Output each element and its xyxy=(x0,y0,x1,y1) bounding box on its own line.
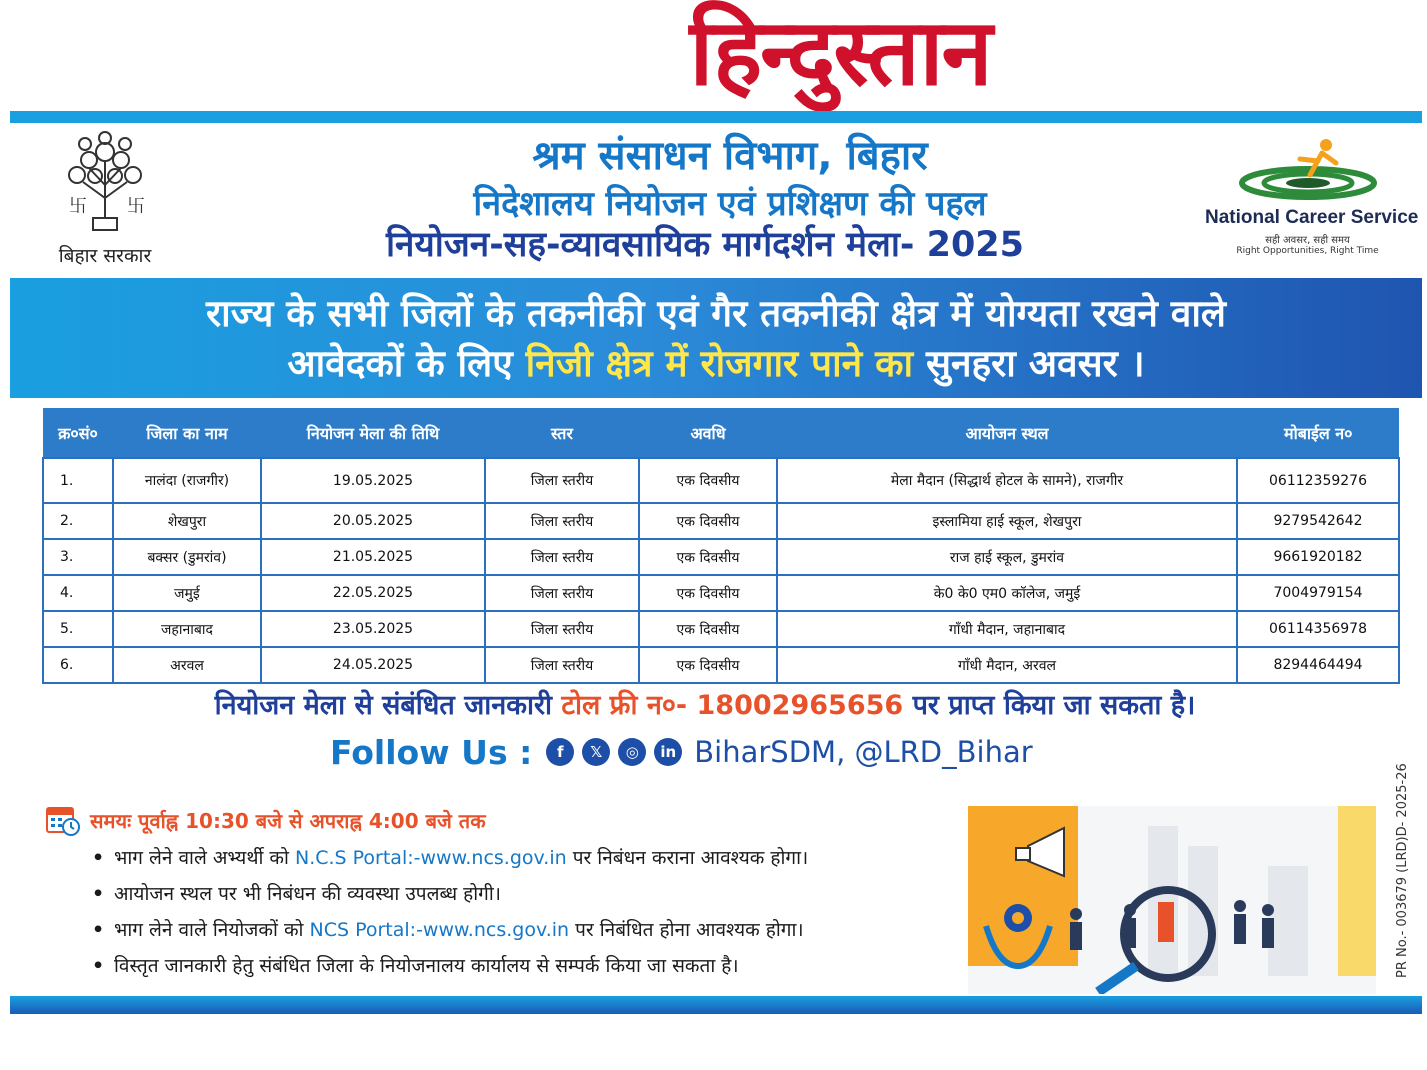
table-row xyxy=(43,458,1399,503)
banner-line-1: राज्य के सभी जिलों के तकनीकी एवं गैर तकनीकी क्षेत्र में योग्यता रखने वाले xyxy=(205,292,1226,335)
header-serial: क्र०सं० xyxy=(43,408,113,458)
cell-venue: गाँधी मैदान, अरवल xyxy=(777,647,1237,683)
fair-title: नियोजन-सह-व्यावसायिक मार्गदर्शन मेला- 2025 xyxy=(385,225,1025,265)
bihar-bodhi-tree-emblem-icon xyxy=(55,130,155,238)
cell-mobile: 06112359276 xyxy=(1237,458,1399,503)
cell-date: 21.05.2025 xyxy=(261,539,485,575)
table-row xyxy=(43,539,1399,575)
table-header-row xyxy=(43,408,1399,458)
bihar-emblem xyxy=(40,130,170,270)
top-accent-bar xyxy=(10,111,1422,123)
newspaper-masthead: हिन्दुस्तान xyxy=(689,0,991,106)
cell-level: जिला स्तरीय xyxy=(485,539,639,575)
timing-text: समयः पूर्वाह्न 10:30 बजे से अपराह्न 4:00 बजे तक xyxy=(90,808,486,833)
follow-label: Follow Us : xyxy=(330,732,533,772)
ncs-tagline-english: Right Opportunities, Right Time xyxy=(1236,246,1379,256)
cell-date: 20.05.2025 xyxy=(261,503,485,539)
list-item: • भाग लेने वाले अभ्यर्थी को N.C.S Portal:-www.ncs.gov.in पर निबंधन कराना आवश्यक होगा। xyxy=(92,847,809,869)
cell-venue: राज हाई स्कूल, डुमरांव xyxy=(777,539,1237,575)
cell-duration: एक दिवसीय xyxy=(639,503,777,539)
cell-serial: 3. xyxy=(43,539,113,575)
banner-line-2 xyxy=(10,340,1422,388)
cell-mobile: 8294464494 xyxy=(1237,647,1399,683)
follow-us xyxy=(330,730,1033,774)
calendar-clock-icon xyxy=(46,804,80,836)
cell-district: जहानाबाद xyxy=(113,611,261,647)
list-item: • आयोजन स्थल पर भी निबंधन की व्यवस्था उपलब्ध होगी। xyxy=(92,883,501,905)
table-row xyxy=(43,647,1399,683)
department-title: श्रम संसाधन विभाग, बिहार xyxy=(532,133,928,179)
emblem-caption: बिहार सरकार xyxy=(58,245,152,267)
toll-free-number: टोल फ्री न०- 18002965656 xyxy=(561,690,904,721)
ncs-portal-link[interactable]: N.C.S Portal:-www.ncs.gov.in xyxy=(294,847,567,869)
svg-text:卐: 卐 xyxy=(127,196,145,217)
directorate-title: निदेशालय नियोजन एवं प्रशिक्षण की पहल xyxy=(473,184,987,224)
header-mobile: मोबाईल न० xyxy=(1237,408,1399,458)
ncs-swoosh-icon xyxy=(1238,135,1378,201)
header-duration: अवधि xyxy=(639,408,777,458)
cell-serial: 5. xyxy=(43,611,113,647)
header-district: जिला का नाम xyxy=(113,408,261,458)
cell-serial: 1. xyxy=(43,458,113,503)
header-venue: आयोजन स्थल xyxy=(777,408,1237,458)
cell-venue: के0 के0 एम0 कॉलेज, जमुई xyxy=(777,575,1237,611)
table-row xyxy=(43,575,1399,611)
cell-duration: एक दिवसीय xyxy=(639,539,777,575)
cell-level: जिला स्तरीय xyxy=(485,575,639,611)
cell-level: जिला स्तरीय xyxy=(485,647,639,683)
list-item: • भाग लेने वाले नियोजकों को NCS Portal:-www.ncs.gov.in पर निबंधित होना आवश्यक होगा। xyxy=(92,919,804,941)
cell-date: 22.05.2025 xyxy=(261,575,485,611)
info-end: पर प्राप्त किया जा सकता है। xyxy=(903,690,1196,721)
cell-duration: एक दिवसीय xyxy=(639,575,777,611)
opportunity-banner xyxy=(10,278,1422,398)
ncs-title: National Career Service xyxy=(1205,207,1419,228)
x-icon[interactable]: 𝕏 xyxy=(582,738,610,766)
toll-free-info xyxy=(0,688,1410,724)
facebook-icon[interactable]: f xyxy=(546,738,574,766)
cell-serial: 2. xyxy=(43,503,113,539)
cell-venue: गाँधी मैदान, जहानाबाद xyxy=(777,611,1237,647)
cell-district: नालंदा (राजगीर) xyxy=(113,458,261,503)
cell-duration: एक दिवसीय xyxy=(639,458,777,503)
instructions-list xyxy=(92,840,952,984)
table-row xyxy=(43,611,1399,647)
table-row xyxy=(43,503,1399,539)
bottom-accent-bar xyxy=(10,996,1422,1014)
cell-district: शेखपुरा xyxy=(113,503,261,539)
social-handles: BiharSDM, @LRD_Bihar xyxy=(694,735,1033,769)
cell-district: जमुई xyxy=(113,575,261,611)
pr-number: PR No.- 003679 (LRD)D- 2025-26 xyxy=(1395,763,1410,978)
fair-schedule-table xyxy=(42,408,1400,684)
cell-duration: एक दिवसीय xyxy=(639,611,777,647)
cell-mobile: 9661920182 xyxy=(1237,539,1399,575)
header-level: स्तर xyxy=(485,408,639,458)
ncs-logo xyxy=(1205,135,1419,265)
cell-serial: 4. xyxy=(43,575,113,611)
cell-mobile: 06114356978 xyxy=(1237,611,1399,647)
instagram-icon[interactable]: ◎ xyxy=(618,738,646,766)
cell-level: जिला स्तरीय xyxy=(485,503,639,539)
header-date: नियोजन मेला की तिथि xyxy=(261,408,485,458)
ncs-tagline-hindi: सही अवसर, सही समय xyxy=(1265,235,1350,246)
cell-mobile: 7004979154 xyxy=(1237,575,1399,611)
recruitment-illustration xyxy=(968,806,1376,994)
cell-level: जिला स्तरीय xyxy=(485,458,639,503)
cell-level: जिला स्तरीय xyxy=(485,611,639,647)
cell-date: 19.05.2025 xyxy=(261,458,485,503)
cell-venue: मेला मैदान (सिद्धार्थ होटल के सामने), राजगीर xyxy=(777,458,1237,503)
cell-date: 24.05.2025 xyxy=(261,647,485,683)
cell-mobile: 9279542642 xyxy=(1237,503,1399,539)
banner-highlight: निजी क्षेत्र में रोजगार पाने का xyxy=(525,342,914,385)
timing xyxy=(46,804,486,836)
cell-district: अरवल xyxy=(113,647,261,683)
cell-date: 23.05.2025 xyxy=(261,611,485,647)
cell-venue: इस्लामिया हाई स्कूल, शेखपुरा xyxy=(777,503,1237,539)
info-start: नियोजन मेला से संबंधित जानकारी xyxy=(214,690,562,721)
ncs-portal-link[interactable]: NCS Portal:-www.ncs.gov.in xyxy=(309,919,570,941)
cell-district: बक्सर (डुमरांव) xyxy=(113,539,261,575)
svg-text:卐: 卐 xyxy=(69,196,87,217)
linkedin-icon[interactable]: in xyxy=(654,738,682,766)
cell-duration: एक दिवसीय xyxy=(639,647,777,683)
banner-line-2-end: सुनहरा अवसर । xyxy=(913,342,1145,385)
cell-serial: 6. xyxy=(43,647,113,683)
banner-line-2-start: आवेदकों के लिए xyxy=(287,342,526,385)
list-item: • विस्तृत जानकारी हेतु संबंधित जिला के नियोजनालय कार्यालय से सम्पर्क किया जा सकता है। xyxy=(92,955,739,977)
